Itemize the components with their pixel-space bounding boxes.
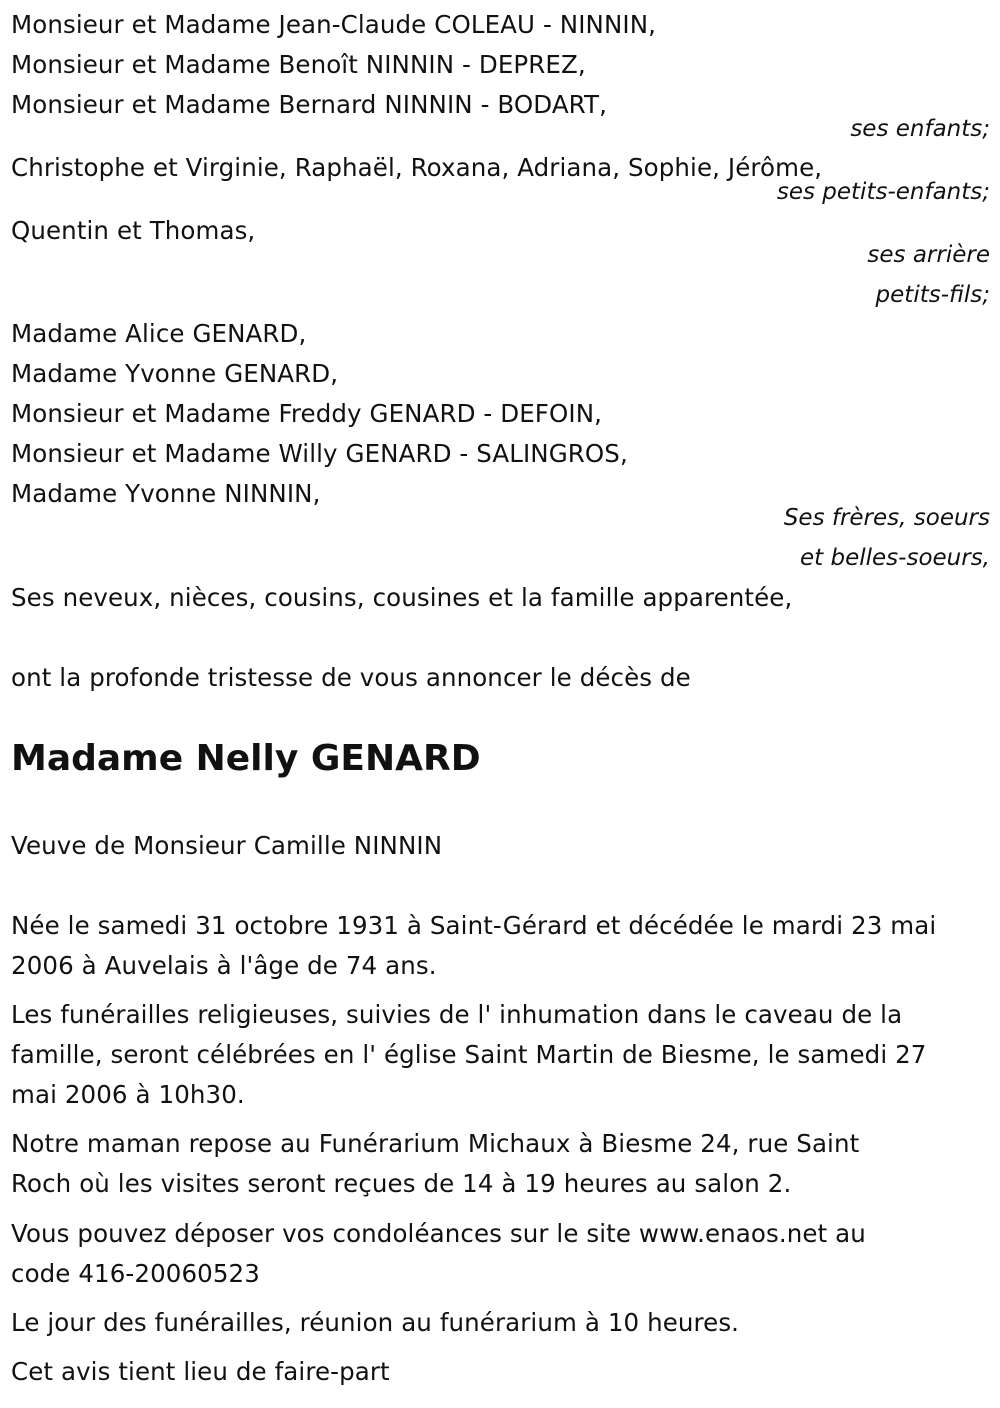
widow-of-line: Veuve de Monsieur Camille NINNIN	[11, 831, 443, 860]
repose-line: Notre maman repose au Funérarium Michaux à Biesme 24, rue Saint	[11, 1129, 860, 1158]
birth-death-line: 2006 à Auvelais à l'âge de 74 ans.	[11, 951, 437, 980]
funeral-line: mai 2006 à 10h30.	[11, 1080, 245, 1109]
sibling-line: Madame Yvonne GENARD,	[11, 359, 339, 388]
condolences-line: Vous pouvez déposer vos condoléances sur le site www.enaos.net au	[11, 1219, 866, 1248]
condolences-line: code 416-20060523	[11, 1259, 260, 1288]
repose-line: Roch où les visites seront reçues de 14 à 19 heures au salon 2.	[11, 1169, 792, 1198]
funeral-line: famille, seront célébrées en l' église Saint Martin de Biesme, le samedi 27	[11, 1040, 927, 1069]
great-grandchildren-role-2: petits-fils;	[875, 282, 990, 308]
extended-family-line: Ses neveux, nièces, cousins, cousines et la famille apparentée,	[11, 583, 793, 612]
siblings-role-2: et belles-soeurs,	[800, 545, 990, 571]
child-line: Monsieur et Madame Bernard NINNIN - BODART,	[11, 90, 607, 119]
funeral-line: Les funérailles religieuses, suivies de l' inhumation dans le caveau de la	[11, 1000, 903, 1029]
sibling-line: Madame Yvonne NINNIN,	[11, 479, 321, 508]
grandchildren-line: Christophe et Virginie, Raphaël, Roxana, Adriana, Sophie, Jérôme,	[11, 153, 823, 182]
child-line: Monsieur et Madame Benoît NINNIN - DEPREZ,	[11, 50, 586, 79]
children-role: ses enfants;	[850, 116, 990, 142]
great-grandchildren-role-1: ses arrière	[867, 242, 990, 268]
meeting-line: Le jour des funérailles, réunion au funérarium à 10 heures.	[11, 1308, 740, 1337]
great-grandchildren-line: Quentin et Thomas,	[11, 216, 256, 245]
sibling-line: Madame Alice GENARD,	[11, 319, 307, 348]
grandchildren-role: ses petits-enfants;	[776, 179, 990, 205]
birth-death-line: Née le samedi 31 octobre 1931 à Saint-Gérard et décédée le mardi 23 mai	[11, 911, 937, 940]
closing-line: Cet avis tient lieu de faire-part	[11, 1357, 390, 1386]
sibling-line: Monsieur et Madame Freddy GENARD - DEFOIN,	[11, 399, 603, 428]
siblings-role-1: Ses frères, soeurs	[783, 505, 990, 531]
sibling-line: Monsieur et Madame Willy GENARD - SALINGROS,	[11, 439, 628, 468]
deceased-name: Madame Nelly GENARD	[11, 738, 481, 779]
announcement-line: ont la profonde tristesse de vous annoncer le décès de	[11, 663, 691, 692]
child-line: Monsieur et Madame Jean-Claude COLEAU - NINNIN,	[11, 10, 657, 39]
